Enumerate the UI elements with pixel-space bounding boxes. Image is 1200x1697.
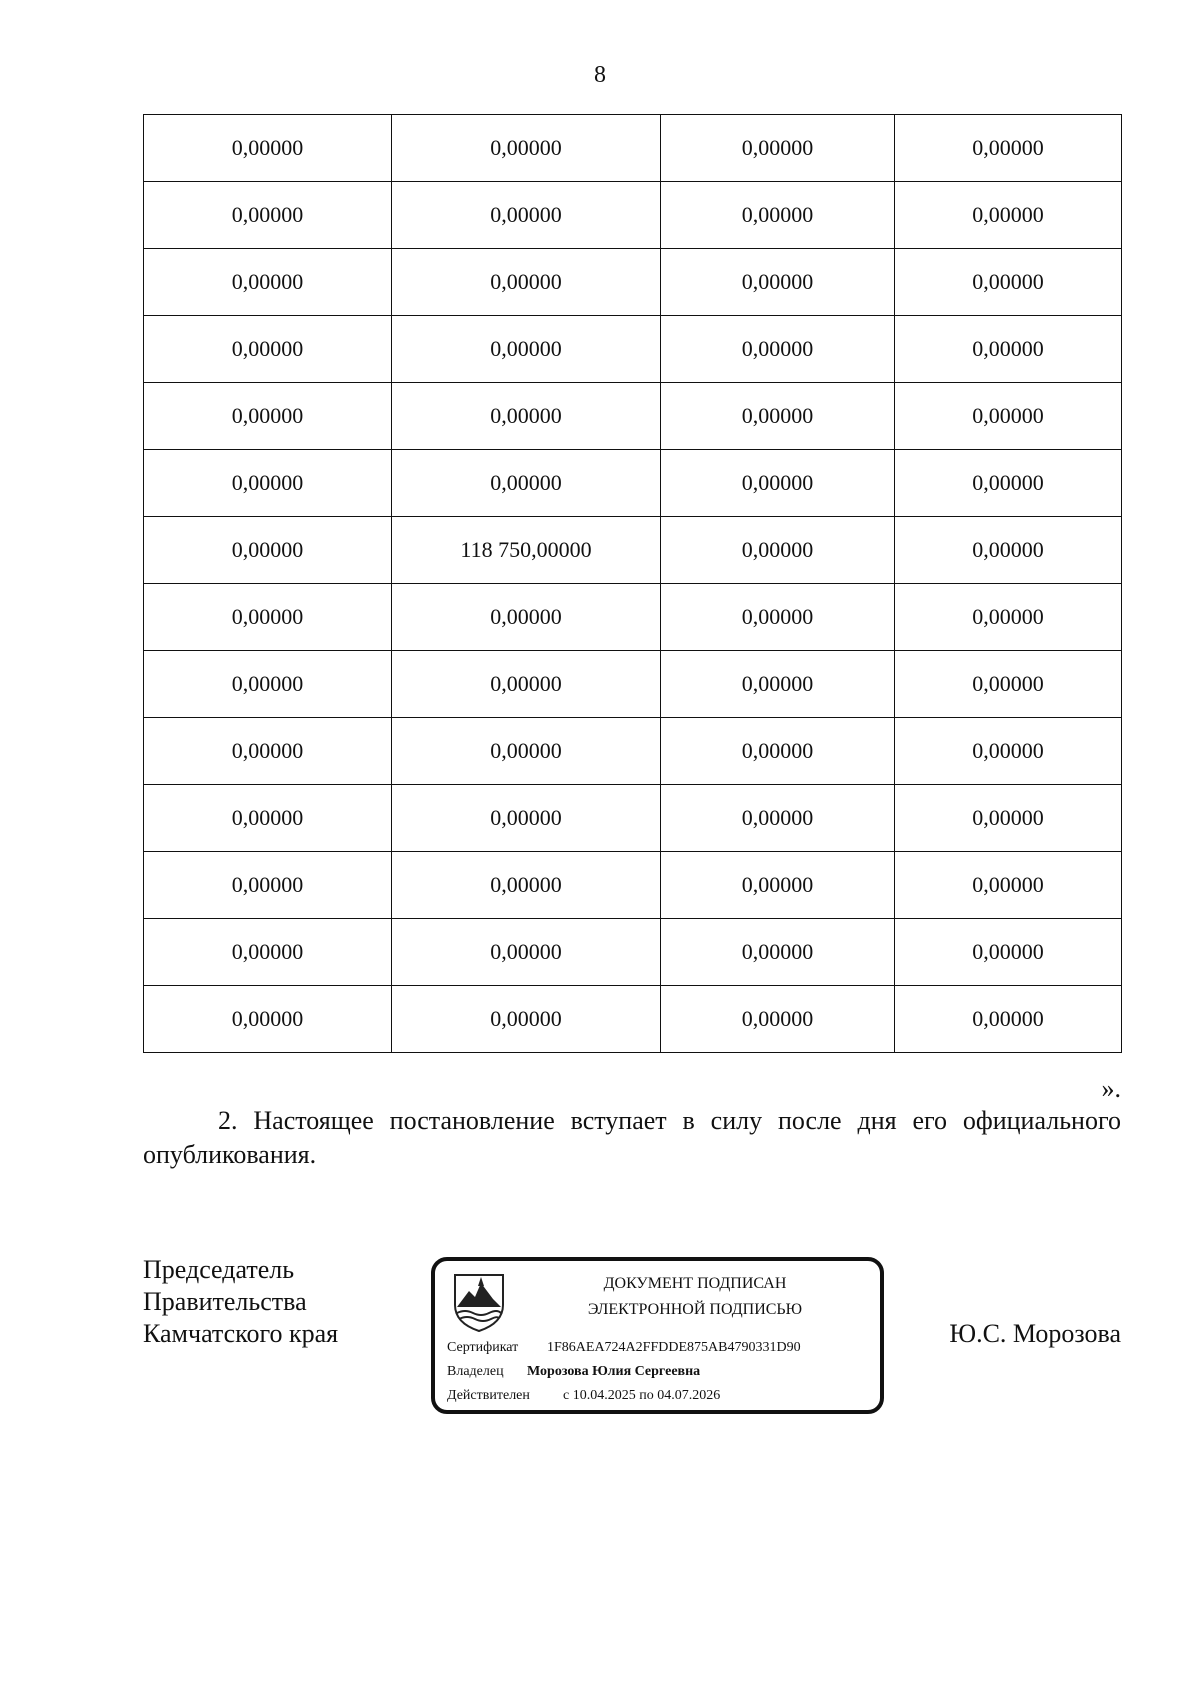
table-cell: 0,00000 xyxy=(895,383,1122,450)
table-cell: 0,00000 xyxy=(144,316,392,383)
table-cell: 0,00000 xyxy=(661,785,895,852)
stamp-certificate-row xyxy=(447,1339,801,1357)
signer-title xyxy=(143,1254,338,1350)
validity-value: с 10.04.2025 по 04.07.2026 xyxy=(563,1388,721,1403)
table-cell: 0,00000 xyxy=(144,852,392,919)
table-cell: 0,00000 xyxy=(661,450,895,517)
table-cell: 0,00000 xyxy=(392,986,661,1053)
table-cell: 0,00000 xyxy=(661,182,895,249)
certificate-value: 1F86AEA724A2FFDDE875AB4790331D90 xyxy=(547,1340,801,1355)
table-cell: 0,00000 xyxy=(661,584,895,651)
table-row xyxy=(144,919,1122,986)
table-cell: 0,00000 xyxy=(661,517,895,584)
table-cell: 0,00000 xyxy=(144,115,392,182)
table-row xyxy=(144,316,1122,383)
table-cell: 0,00000 xyxy=(895,986,1122,1053)
table-cell: 0,00000 xyxy=(895,852,1122,919)
table-cell: 0,00000 xyxy=(144,785,392,852)
stamp-heading-line: ДОКУМЕНТ ПОДПИСАН xyxy=(603,1275,787,1292)
table-row xyxy=(144,517,1122,584)
table-row xyxy=(144,115,1122,182)
signer-title-line: Правительства xyxy=(143,1287,307,1316)
table-cell: 0,00000 xyxy=(392,584,661,651)
stamp-heading-line: ЭЛЕКТРОННОЙ ПОДПИСЬЮ xyxy=(587,1301,803,1318)
stamp-heading xyxy=(545,1271,845,1323)
owner-value: Морозова Юлия Сергеевна xyxy=(527,1364,701,1379)
table-cell: 0,00000 xyxy=(895,718,1122,785)
table-cell: 0,00000 xyxy=(392,785,661,852)
kamchatka-emblem-icon xyxy=(451,1271,507,1333)
table-cell: 0,00000 xyxy=(661,316,895,383)
signer-title-line: Председатель xyxy=(143,1255,295,1284)
table-row xyxy=(144,718,1122,785)
table-cell: 0,00000 xyxy=(144,651,392,718)
table-cell: 0,00000 xyxy=(144,919,392,986)
stamp-owner-row xyxy=(447,1363,700,1381)
table-row xyxy=(144,383,1122,450)
closing-quote-mark: ». xyxy=(1101,1074,1121,1103)
page-number: 8 xyxy=(594,62,606,88)
table-cell: 0,00000 xyxy=(392,316,661,383)
table-cell: 0,00000 xyxy=(144,718,392,785)
table-row xyxy=(144,852,1122,919)
table-cell: 0,00000 xyxy=(895,785,1122,852)
table-cell: 0,00000 xyxy=(392,852,661,919)
signer-name: Ю.С. Морозова xyxy=(949,1319,1121,1348)
table-cell: 0,00000 xyxy=(144,986,392,1053)
table-cell: 0,00000 xyxy=(392,249,661,316)
table-cell: 0,00000 xyxy=(661,115,895,182)
table-cell: 0,00000 xyxy=(661,651,895,718)
table-cell: 0,00000 xyxy=(895,584,1122,651)
table-cell: 0,00000 xyxy=(895,919,1122,986)
table-cell: 0,00000 xyxy=(144,584,392,651)
electronic-signature-stamp xyxy=(431,1257,884,1414)
table-cell: 0,00000 xyxy=(392,115,661,182)
table-cell: 0,00000 xyxy=(895,115,1122,182)
certificate-label: Сертификат xyxy=(447,1340,519,1355)
owner-label: Владелец xyxy=(447,1364,504,1379)
table-cell: 0,00000 xyxy=(661,383,895,450)
table-cell: 0,00000 xyxy=(392,182,661,249)
table-cell: 0,00000 xyxy=(392,718,661,785)
table-cell: 0,00000 xyxy=(895,517,1122,584)
table-cell: 0,00000 xyxy=(392,450,661,517)
table-row xyxy=(144,651,1122,718)
table-cell: 0,00000 xyxy=(144,249,392,316)
table-cell: 0,00000 xyxy=(661,718,895,785)
table-cell: 0,00000 xyxy=(661,986,895,1053)
table-cell: 0,00000 xyxy=(144,383,392,450)
table-cell: 0,00000 xyxy=(895,651,1122,718)
table-cell: 0,00000 xyxy=(895,249,1122,316)
table-cell: 0,00000 xyxy=(661,852,895,919)
table-cell: 0,00000 xyxy=(144,450,392,517)
validity-label: Действителен xyxy=(447,1388,530,1403)
table-cell: 118 750,00000 xyxy=(392,517,661,584)
table-cell: 0,00000 xyxy=(895,316,1122,383)
table-cell: 0,00000 xyxy=(895,182,1122,249)
table-row xyxy=(144,785,1122,852)
table-cell: 0,00000 xyxy=(392,651,661,718)
table-row xyxy=(144,584,1122,651)
table-cell: 0,00000 xyxy=(661,919,895,986)
table-cell: 0,00000 xyxy=(392,919,661,986)
table-row xyxy=(144,986,1122,1053)
table-cell: 0,00000 xyxy=(895,450,1122,517)
data-table xyxy=(143,114,1122,1053)
table-body xyxy=(144,115,1122,1053)
table-cell: 0,00000 xyxy=(661,249,895,316)
table-row xyxy=(144,450,1122,517)
stamp-validity-row xyxy=(447,1387,720,1405)
table-row xyxy=(144,182,1122,249)
table-row xyxy=(144,249,1122,316)
signer-title-line: Камчатского края xyxy=(143,1319,339,1348)
table-cell: 0,00000 xyxy=(144,182,392,249)
effective-date-paragraph: 2. Настоящее постановление вступает в силу после дня его официального опубликования. xyxy=(143,1106,1121,1169)
table-cell: 0,00000 xyxy=(144,517,392,584)
table-cell: 0,00000 xyxy=(392,383,661,450)
